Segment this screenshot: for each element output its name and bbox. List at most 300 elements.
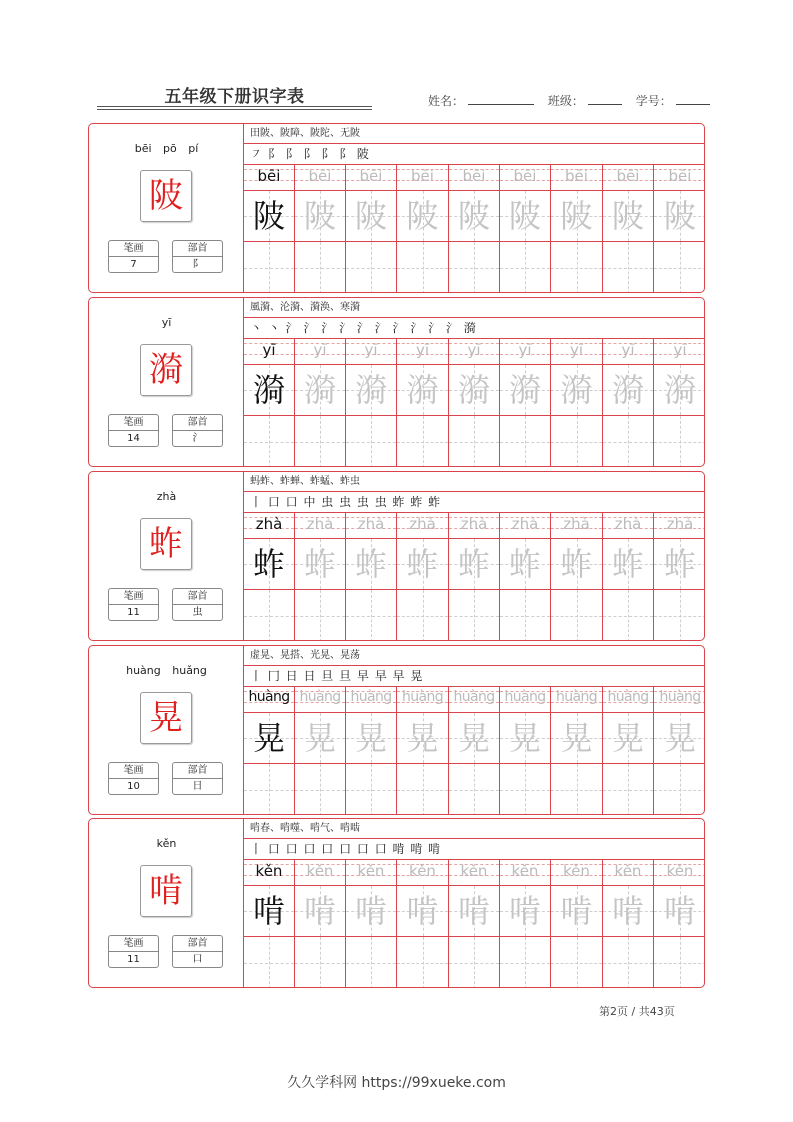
pinyin-trace: bēi [359,167,383,185]
pinyin-cell[interactable] [500,339,551,364]
blank-cell[interactable] [654,416,705,467]
char-trace: 漪 [560,371,593,409]
char-cell[interactable] [551,539,603,589]
char-trace: 蚱 [611,545,644,583]
pinyin-cell[interactable] [603,687,654,712]
pinyin-cell[interactable] [654,687,705,712]
char-trace: 蚱 [406,545,439,583]
pinyin-trace: bēi [411,167,434,185]
blank-cell[interactable] [551,937,603,988]
char-cell[interactable] [295,191,346,241]
char-trace: 陂 [303,197,336,235]
pinyin-trace: yī [415,341,430,359]
blank-cell[interactable] [346,590,397,641]
blank-cell[interactable] [551,590,603,641]
blank-cell[interactable] [295,416,346,467]
char-glyph: 啃 [149,871,183,911]
pinyin-row [244,860,705,886]
stroke-order: ㇇ 阝 阝 阝 阝 阝 陂 [244,144,705,165]
pinyin-trace: bēi [668,167,692,185]
char-trace: 晃 [457,719,490,757]
pinyin-cell[interactable] [551,339,603,364]
pinyin-trace: yī [518,341,532,359]
char-cell[interactable] [603,365,654,415]
blank-cell[interactable] [346,764,397,815]
blank-cell[interactable] [397,764,449,815]
char-cell[interactable] [295,365,346,415]
stroke-order: 丨 冂 日 日 旦 旦 早 早 早 晃 [244,666,705,687]
char-trace: 啃 [303,892,336,930]
char-cell[interactable] [346,539,397,589]
blank-cell[interactable] [244,242,295,293]
blank-cell[interactable] [603,242,654,293]
radical-label: 部首 [173,936,222,952]
blank-cell[interactable] [654,242,705,293]
char-trace: 晃 [508,719,541,757]
char-cell[interactable] [244,365,295,415]
blank-cell[interactable] [295,590,346,641]
pinyin-trace: yī [569,341,584,359]
char-trace: 陂 [354,197,387,235]
blank-cell[interactable] [654,764,705,815]
pinyin-cell[interactable] [449,687,500,712]
strokes-label: 笔画 [109,589,158,605]
pinyin-trace: yī [467,341,481,359]
footer-source: 久久学科网 https://99xueke.com [287,1075,506,1091]
char-box [140,170,192,222]
practice-grid [244,472,705,640]
pinyin-trace: kěn [614,862,642,880]
strokes-box [108,240,159,273]
char-pinyin: huàng huǎng [126,664,207,677]
character-card [88,471,705,641]
pinyin-trace: huàng [555,689,598,705]
pinyin-trace: kěn [306,862,334,880]
name-field[interactable] [468,93,534,105]
char-box [140,344,192,396]
char-cell[interactable] [244,713,295,763]
pinyin-cell[interactable] [397,860,449,885]
char-cell[interactable] [397,886,449,936]
pinyin-cell[interactable] [295,165,346,190]
blank-practice-row [244,590,705,641]
pinyin-cell[interactable] [244,165,295,190]
pinyin-cell[interactable] [449,165,500,190]
pinyin-cell[interactable] [500,165,551,190]
radical-label: 部首 [173,763,222,779]
pinyin-trace: kěn [357,862,385,880]
blank-cell[interactable] [397,416,449,467]
char-cell[interactable] [500,539,551,589]
char-cell[interactable] [244,191,295,241]
blank-cell[interactable] [654,590,705,641]
pinyin-cell[interactable] [603,513,654,538]
pinyin-trace: kěn [563,862,590,880]
blank-cell[interactable] [500,242,551,293]
pinyin-trace: zhà [357,515,385,533]
blank-cell[interactable] [603,590,654,641]
blank-cell[interactable] [500,416,551,467]
radical-value: 虫 [192,607,203,618]
number-label: 学号： [635,94,672,108]
pinyin-trace: kěn [255,862,283,880]
blank-practice-row [244,764,705,815]
pinyin-cell[interactable] [603,339,654,364]
example-words: 啃春、啃噬、啃气、啃啮 [244,819,705,839]
char-cell[interactable] [295,539,346,589]
char-cell[interactable] [346,713,397,763]
radical-box [172,414,223,447]
pinyin-cell[interactable] [346,513,397,538]
pinyin-trace: bēi [462,167,486,185]
radical-value: 日 [192,781,203,792]
char-trace: 漪 [252,371,285,409]
pinyin-cell[interactable] [551,687,603,712]
pinyin-trace: huàng [607,689,649,705]
blank-cell[interactable] [346,416,397,467]
stroke-order: 丨 口 口 中 虫 虫 虫 虫 蚱 蚱 蚱 [244,492,705,513]
pinyin-trace: zhà [409,515,436,533]
char-trace-row [244,886,705,937]
pinyin-trace: zhà [666,515,694,533]
radical-box [172,588,223,621]
char-trace: 漪 [354,371,387,409]
pinyin-cell[interactable] [654,860,705,885]
strokes-label: 笔画 [109,241,158,257]
stroke-order: 丨 口 口 口 口 口 口 口 啃 啃 啃 [244,839,705,860]
char-cell[interactable] [397,539,449,589]
pinyin-cell[interactable] [654,165,705,190]
blank-cell[interactable] [346,937,397,988]
strokes-value: 11 [127,607,140,618]
char-trace: 啃 [252,892,285,930]
char-pinyin: bēi pō pí [134,142,199,155]
pinyin-trace: zhà [563,515,590,533]
char-trace: 晃 [611,719,644,757]
pinyin-cell[interactable] [346,165,397,190]
char-cell[interactable] [551,886,603,936]
name-label: 姓名： [428,94,465,108]
char-glyph: 漪 [149,350,183,390]
pinyin-cell[interactable] [244,513,295,538]
char-trace-row [244,365,705,416]
pinyin-trace: yī [621,341,635,359]
number-field[interactable] [676,93,710,105]
char-trace: 啃 [354,892,387,930]
char-cell[interactable] [295,713,346,763]
example-words: 田陂、陂障、陂陀、无陂 [244,124,705,144]
char-cell[interactable] [551,191,603,241]
char-glyph: 陂 [149,176,183,216]
pinyin-cell[interactable] [551,165,603,190]
char-glyph: 蚱 [149,524,183,564]
radical-box [172,935,223,968]
pinyin-cell[interactable] [346,339,397,364]
pinyin-cell[interactable] [654,339,705,364]
blank-cell[interactable] [500,590,551,641]
char-info-panel [89,819,244,987]
pinyin-trace: huàng [659,689,701,705]
pinyin-cell[interactable] [500,860,551,885]
blank-cell[interactable] [449,937,500,988]
blank-cell[interactable] [500,764,551,815]
char-trace: 陂 [611,197,644,235]
char-trace: 晃 [354,719,387,757]
pinyin-trace: yī [364,341,378,359]
pinyin-cell[interactable] [500,687,551,712]
blank-cell[interactable] [603,416,654,467]
strokes-label: 笔画 [109,936,158,952]
blank-cell[interactable] [500,937,551,988]
pinyin-cell[interactable] [449,860,500,885]
char-trace: 啃 [663,892,696,930]
practice-grid [244,646,705,814]
strokes-box [108,414,159,447]
char-cell[interactable] [449,365,500,415]
practice-grid [244,819,705,987]
pinyin-cell[interactable] [500,513,551,538]
char-cell[interactable] [244,539,295,589]
char-trace: 漪 [303,371,336,409]
char-cell[interactable] [397,365,449,415]
char-trace: 蚱 [354,545,387,583]
char-trace: 陂 [457,197,490,235]
char-pinyin: zhà [156,490,177,503]
blank-cell[interactable] [449,242,500,293]
radical-label: 部首 [173,589,222,605]
pinyin-trace: huàng [504,689,546,705]
pinyin-trace: bēi [513,167,537,185]
pinyin-cell[interactable] [449,513,500,538]
pinyin-trace: kěn [666,862,694,880]
char-cell[interactable] [346,886,397,936]
radical-box [172,240,223,273]
char-cell[interactable] [551,365,603,415]
pinyin-trace: huàng [350,689,392,705]
blank-cell[interactable] [244,590,295,641]
char-trace: 蚱 [457,545,490,583]
pinyin-cell[interactable] [346,860,397,885]
pinyin-cell[interactable] [654,513,705,538]
blank-cell[interactable] [346,242,397,293]
blank-cell[interactable] [397,242,449,293]
char-cell[interactable] [449,539,500,589]
page-header [97,82,703,112]
blank-cell[interactable] [244,416,295,467]
char-cell[interactable] [397,191,449,241]
pinyin-cell[interactable] [397,687,449,712]
char-info-panel [89,646,244,814]
char-cell[interactable] [654,191,705,241]
char-cell[interactable] [295,886,346,936]
char-cell[interactable] [244,886,295,936]
blank-cell[interactable] [449,416,500,467]
class-field[interactable] [588,93,622,105]
char-glyph: 晃 [149,698,183,738]
student-fields [428,92,710,109]
radical-box [172,762,223,795]
blank-cell[interactable] [551,764,603,815]
char-trace: 啃 [611,892,644,930]
char-trace: 晃 [406,719,439,757]
char-trace: 陂 [508,197,541,235]
blank-cell[interactable] [244,937,295,988]
practice-grid [244,124,705,292]
pinyin-trace: bēi [616,167,640,185]
char-trace: 啃 [457,892,490,930]
char-info-panel [89,298,244,466]
char-info-panel [89,124,244,292]
char-cell[interactable] [603,886,654,936]
radical-label: 部首 [173,415,222,431]
pinyin-trace: bēi [308,167,332,185]
char-cell[interactable] [397,713,449,763]
char-trace: 陂 [252,197,285,235]
radical-label: 部首 [173,241,222,257]
pinyin-cell[interactable] [449,339,500,364]
char-trace: 漪 [663,371,696,409]
char-info-panel [89,472,244,640]
pinyin-cell[interactable] [397,513,449,538]
blank-cell[interactable] [244,764,295,815]
character-card [88,297,705,467]
blank-cell[interactable] [603,937,654,988]
blank-cell[interactable] [654,937,705,988]
pinyin-cell[interactable] [397,165,449,190]
blank-cell[interactable] [551,242,603,293]
character-card [88,818,705,988]
char-trace: 漪 [406,371,439,409]
pinyin-cell[interactable] [244,339,295,364]
char-cell[interactable] [346,365,397,415]
radical-value: 口 [192,954,203,965]
character-card [88,645,705,815]
blank-cell[interactable] [551,416,603,467]
char-cell[interactable] [449,886,500,936]
char-trace: 晃 [663,719,696,757]
blank-cell[interactable] [449,764,500,815]
char-trace-row [244,539,705,590]
strokes-box [108,588,159,621]
pinyin-cell[interactable] [295,513,346,538]
char-trace: 漪 [508,371,541,409]
blank-practice-row [244,242,705,293]
char-trace: 蚱 [663,545,696,583]
char-cell[interactable] [346,191,397,241]
pinyin-cell[interactable] [397,339,449,364]
blank-cell[interactable] [397,937,449,988]
pinyin-trace: yī [313,341,327,359]
blank-cell[interactable] [449,590,500,641]
char-trace: 漪 [457,371,490,409]
char-trace: 啃 [406,892,439,930]
pinyin-trace: zhà [511,515,539,533]
char-cell[interactable] [603,713,654,763]
char-trace: 晃 [560,719,593,757]
pinyin-cell[interactable] [551,860,603,885]
radical-value: 氵 [192,433,203,444]
pinyin-cell[interactable] [346,687,397,712]
pinyin-cell[interactable] [551,513,603,538]
blank-practice-row [244,416,705,467]
char-cell[interactable] [500,191,551,241]
pinyin-trace: yī [262,341,276,359]
char-cell[interactable] [449,191,500,241]
blank-cell[interactable] [295,764,346,815]
example-words: 虚晃、晃搭、光晃、晃荡 [244,646,705,666]
pinyin-cell[interactable] [603,860,654,885]
pinyin-cell[interactable] [295,860,346,885]
pinyin-cell[interactable] [244,860,295,885]
pinyin-trace: huàng [401,689,444,705]
pinyin-trace: bēi [565,167,588,185]
char-cell[interactable] [551,713,603,763]
class-label: 班级： [547,94,584,108]
pinyin-cell[interactable] [295,339,346,364]
char-box [140,518,192,570]
pinyin-trace: huàng [453,689,495,705]
char-cell[interactable] [500,886,551,936]
blank-cell[interactable] [603,764,654,815]
blank-cell[interactable] [295,937,346,988]
pinyin-trace: huàng [248,689,290,705]
pinyin-row [244,165,705,191]
pinyin-trace: zhà [460,515,488,533]
char-cell[interactable] [603,539,654,589]
pinyin-trace: kěn [511,862,539,880]
char-box [140,692,192,744]
char-trace: 陂 [663,197,696,235]
pinyin-trace: zhà [614,515,642,533]
strokes-label: 笔画 [109,763,158,779]
pinyin-trace: kěn [409,862,436,880]
blank-practice-row [244,937,705,988]
char-cell[interactable] [449,713,500,763]
char-trace: 漪 [611,371,644,409]
radical-value: 阝 [192,259,203,270]
strokes-value: 10 [127,781,140,792]
strokes-value: 11 [127,954,140,965]
char-cell[interactable] [603,191,654,241]
pinyin-row [244,687,705,713]
pinyin-trace: yī [673,341,687,359]
blank-cell[interactable] [397,590,449,641]
pinyin-cell[interactable] [603,165,654,190]
strokes-box [108,935,159,968]
char-pinyin: kěn [156,837,177,850]
char-trace-row [244,713,705,764]
char-cell[interactable] [654,539,705,589]
pinyin-row [244,513,705,539]
char-trace: 蚱 [252,545,285,583]
strokes-box [108,762,159,795]
title-underline-double [97,109,372,110]
char-trace: 陂 [560,197,593,235]
strokes-value: 14 [127,433,140,444]
pinyin-cell[interactable] [295,687,346,712]
char-cell[interactable] [654,713,705,763]
strokes-value: 7 [130,259,137,270]
char-cell[interactable] [500,365,551,415]
char-cell[interactable] [654,886,705,936]
pinyin-cell[interactable] [244,687,295,712]
blank-cell[interactable] [295,242,346,293]
char-trace: 啃 [560,892,593,930]
char-cell[interactable] [654,365,705,415]
character-card [88,123,705,293]
char-cell[interactable] [500,713,551,763]
pinyin-row [244,339,705,365]
